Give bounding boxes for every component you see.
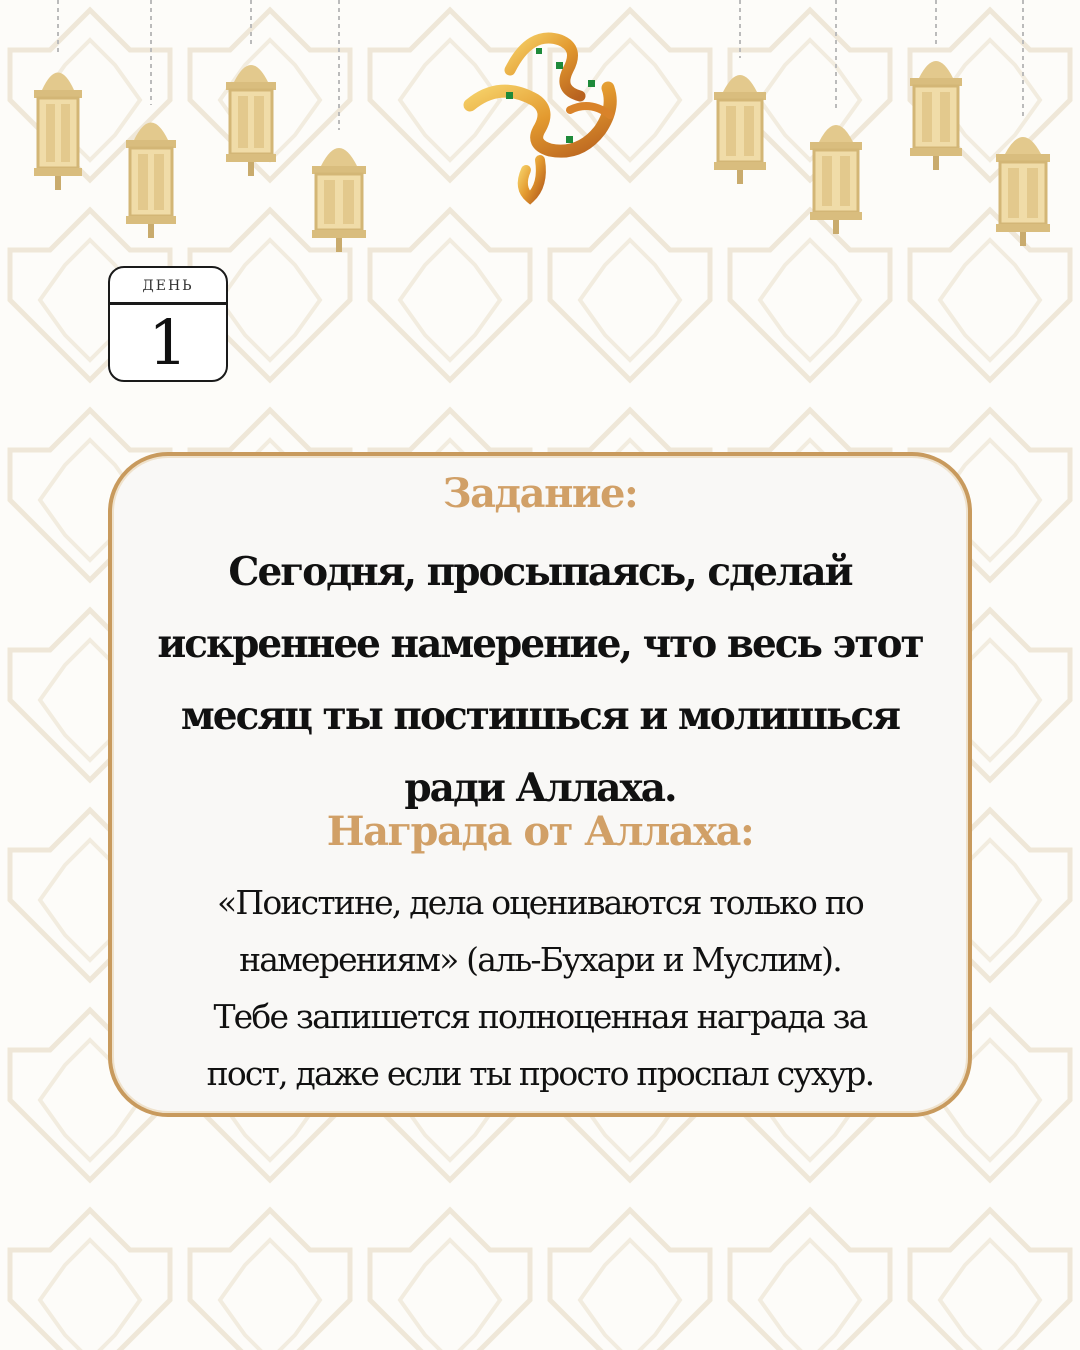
lantern-icon bbox=[28, 0, 88, 195]
task-text bbox=[132, 536, 948, 824]
lantern-icon bbox=[990, 0, 1056, 248]
day-badge bbox=[108, 266, 228, 382]
task-text-line: ради Аллаха. bbox=[404, 765, 676, 811]
reward-text-line: пост, даже если ты просто проспал сухур. bbox=[206, 1054, 874, 1093]
reward-title: Награда от Аллаха: bbox=[326, 808, 754, 855]
ramadan-calligraphy-icon bbox=[440, 10, 640, 210]
lantern-icon bbox=[804, 0, 868, 240]
reward-text-line: Тебе запишется полноценная награда за bbox=[213, 997, 867, 1036]
day-number: 1 bbox=[148, 306, 188, 379]
task-text-line: Сегодня, просыпаясь, сделай bbox=[228, 549, 852, 595]
reward-text bbox=[132, 874, 948, 1102]
day-badge-divider bbox=[110, 302, 226, 305]
lantern-icon bbox=[904, 0, 968, 176]
reward-text-line: «Поистине, дела оцениваются только по bbox=[217, 883, 863, 922]
reward-text-line: намерениям» (аль-Бухари и Муслим). bbox=[239, 940, 841, 979]
content-card bbox=[108, 452, 972, 1117]
lantern-icon bbox=[120, 0, 182, 240]
task-title: Задание: bbox=[442, 470, 638, 517]
lantern-icon bbox=[306, 0, 372, 256]
task-text-line: месяц ты постишься и молишься bbox=[180, 693, 900, 739]
lantern-icon bbox=[220, 0, 282, 180]
task-text-line: искреннее намерение, что весь этот bbox=[157, 621, 923, 667]
lantern-icon bbox=[708, 0, 772, 190]
day-label: ДЕНЬ bbox=[142, 278, 194, 294]
